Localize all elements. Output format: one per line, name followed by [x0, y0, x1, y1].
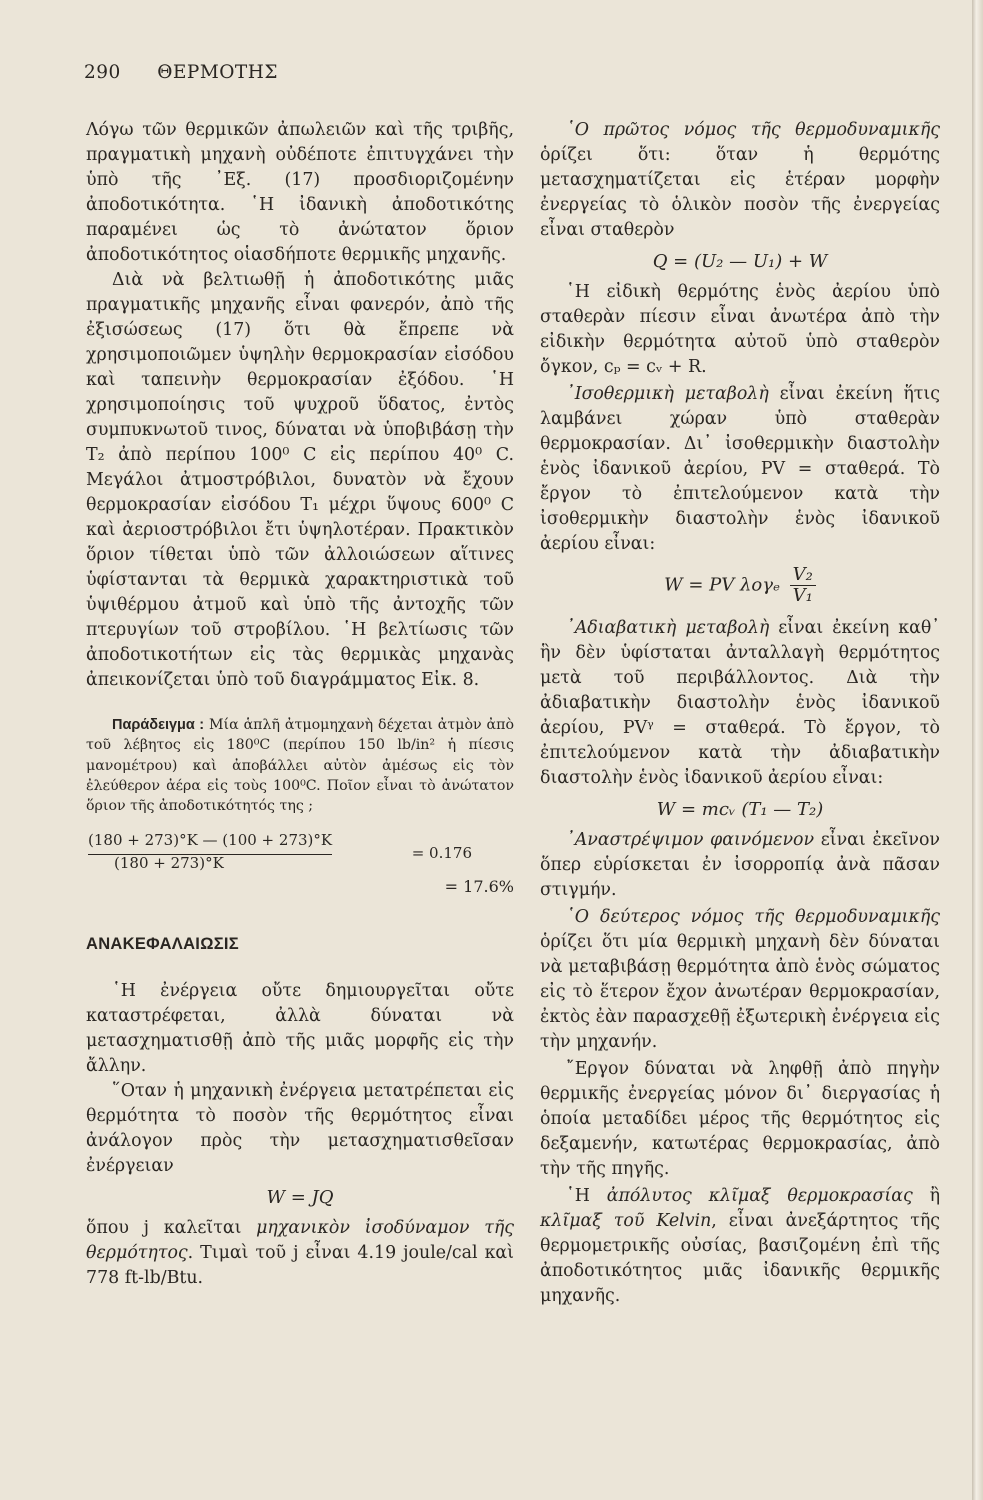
paragraph [540, 905, 940, 1055]
text-run: εἶναι ἐκεῖνον ὅπερ εὑρίσκεται ἐν ἰσορροπίᾳ ἀνὰ πᾶσαν στιγμήν. [540, 830, 940, 900]
emphasis: ἀπόλυτος κλῖμαξ θερμοκρασίας [606, 1186, 913, 1206]
page-number: 290 [84, 62, 121, 83]
emphasis: κλῖμαξ τοῦ Kelvin [540, 1211, 712, 1231]
paragraph [540, 118, 940, 243]
paragraph: Λόγω τῶν θερμικῶν ἀπωλειῶν καὶ τῆς τριβῆς, πραγματικὴ μηχανὴ οὐδέποτε ἐπιτυγχάνει τὴν ὑπὸ τῆς ᾿Εξ. (17) προσδιοριζομένην ἀποδοτικότητα. ῾Η ἰδανικὴ ἀποδοτικότης παραμένει ὡς τὸ ἀνώτατον ὅριον ἀποδοτικότητος οἱασδήποτε θερμικῆς μηχανῆς. [86, 120, 514, 265]
example-paragraph [86, 715, 514, 816]
emphasis: ῾Ο δεύτερος νόμος τῆς θερμοδυναμικῆς [566, 907, 940, 927]
equation-first-law: Q = (U₂ — U₁) + W [652, 251, 828, 272]
text-run: ἢ [912, 1186, 940, 1206]
running-title: ΘΕΡΜΟΤΗΣ [157, 62, 278, 83]
text-run: ὁρίζει ὅτι μία θερμικὴ μηχανὴ δὲν δύναται νὰ μεταβιβάσῃ θερμότητα ἀπὸ ἑνὸς σώματος εἰς τὸ ἕτερον ἔχον ἀνωτέραν θερμοκρασίαν, ἐκτὸς ἐὰν παρασχεθῇ ἐξωτερικὴ ἐνέργεια εἰς τὴν μηχανήν. [540, 932, 940, 1052]
fraction-percent: = 17.6% [444, 877, 514, 897]
example-text: Μία ἁπλῆ ἀτμομηχανὴ δέχεται ἀτμὸν ἀπὸ τοῦ λέβητος εἰς 180⁰C (περίπου 150 lb/in² ἡ πίεσις μανομέτρου) καὶ ἀποβάλλει αὐτὸν ἀμέσως εἰς τὸν ἐλεύθερον ἀέρα εἰς τοὺς 100⁰C. Ποῖον εἶναι τὸ ἀνώτατον ὅριον τῆς ἀποδοτικότητός της ; [86, 717, 514, 815]
page-edge [972, 0, 983, 1500]
paragraph: ῾Η εἰδικὴ θερμότης ἑνὸς ἀερίου ὑπὸ σταθερὰν πίεσιν εἶναι ἀνωτέρα ἀπὸ τὴν εἰδικὴν θερμότητα αὐτοῦ ὑπὸ σταθερὸν ὄγκον, cₚ = cᵥ + R. [540, 282, 940, 377]
fraction-numerator: (180 + 273)°K — (100 + 273)°K [88, 828, 332, 855]
summary-heading: ΑΝΑΚΕΦΑΛΑΙΩΣΙΣ [86, 935, 240, 954]
page-header [84, 62, 278, 83]
example-label: Παράδειγμα : [112, 717, 205, 733]
text-run: ῾Η [566, 1186, 607, 1206]
emphasis: ᾿Ισοθερμικὴ μεταβολὴ [566, 384, 769, 404]
text-run: εἶναι ἐκείνη καθ᾿ ἣν δὲν ὑφίσταται ἀνταλλαγὴ θερμότητος μετὰ τοῦ περιβάλλοντος. Διὰ τὴν ἀδιαβατικὴν διαστολὴν ἑνὸς ἰδανικοῦ ἀερίου, PVᵞ = σταθερά. Τὸ ἔργον, τὸ ἐπιτελούμενον κατὰ τὴν ἀδιαβατικὴν διαστολὴν ἑνὸς ἰδανικοῦ ἀερίου εἶναι: [540, 618, 940, 788]
left-column [86, 118, 514, 1291]
text-run: εἶναι ἐκείνη ἥτις λαμβάνει χώραν ὑπὸ σταθερὰν θερμοκρασίαν. Δι᾿ ἰσοθερμικὴν διαστολὴν ἑνὸς ἰδανικοῦ ἀερίου, PV = σταθερά. Τὸ ἔργον τὸ ἐπιτελούμενον κατὰ τὴν ἰσοθερμικὴν διαστολὴν ἑνὸς ἰδανικοῦ ἀερίου εἶναι: [540, 384, 940, 554]
efficiency-calculation [86, 828, 514, 906]
paragraph [86, 1216, 514, 1291]
paragraph: ῾Η ἐνέργεια οὔτε δημιουργεῖται οὔτε καταστρέφεται, ἀλλὰ δύναται νὰ μετασχηματισθῇ ἀπὸ τῆς μιᾶς μορφῆς εἰς τὴν ἄλλην. [86, 981, 514, 1077]
equation-w-jq: W = JQ [266, 1187, 334, 1209]
emphasis: ᾿Αναστρέψιμον φαινόμενον [566, 830, 815, 850]
ratio-denominator: V₁ [792, 585, 813, 606]
paragraph [540, 382, 940, 557]
paragraph [540, 616, 940, 791]
text-run: ὅπου j καλεῖται [86, 1218, 257, 1239]
text-run: . Τιμαὶ τοῦ j εἶναι 4.19 joule/cal καὶ 778 ft-lb/Btu. [86, 1243, 514, 1289]
fraction-value: = 0.176 [411, 844, 472, 863]
equation-adiabatic-work: W = mcᵥ (T₁ — T₂) [656, 799, 824, 820]
paragraph: Διὰ νὰ βελτιωθῇ ἡ ἀποδοτικότης μιᾶς πραγματικῆς μηχανῆς εἶναι φανερόν, ἀπὸ τῆς ἐξισώσεως (17) ὅτι θὰ ἔπρεπε νὰ χρησιμοποιῶμεν ὑψηλὴν θερμοκρασίαν εἰσόδου καὶ ταπεινὴν θερμοκρασίαν ἐξόδου. ῾Η χρησιμοποίησις τοῦ ψυχροῦ ὕδατος, ἐντὸς συμπυκνωτοῦ τινος, δύναται νὰ ὑποβιβάσῃ τὴν T₂ ἀπὸ περίπου 100⁰ C εἰς περίπου 40⁰ C. Μεγάλοι ἀτμοστρόβιλοι, δυνατὸν νὰ ἔχουν θερμοκρασίαν εἰσόδου T₁ μέχρι ὕψους 600⁰ C καὶ ἀεριοστρόβιλοι ἔτι ὑψηλοτέραν. Πρακτικὸν ὅριον τίθεται ὑπὸ τῶν ἀλλοιώσεων αἵτινες ὑφίστανται τὰ θερμικὰ χαρακτηριστικὰ τοῦ ὑψιθέρμου ἀτμοῦ καὶ ὑπὸ τῆς ἀντοχῆς τῶν πτερυγίων τοῦ στροβίλου. ῾Η βελτίωσις τῶν ἀποδοτικοτήτων εἰς τὰς θερμικὰς μηχανὰς ἀπεικονίζεται ὑπὸ τοῦ διαγράμματος Εἰκ. 8. [86, 270, 514, 690]
emphasis: μηχανικὸν ἰσοδύναμον τῆς θερμότητος [86, 1218, 514, 1264]
equation-isothermal-work [540, 565, 940, 606]
paragraph: ῞Οταν ἡ μηχανικὴ ἐνέργεια μετατρέπεται εἰς θερμότητα τὸ ποσὸν τῆς θερμότητος εἶναι ἀνάλογον πρὸς τὴν μετασχηματισθεῖσαν ἐνέργειαν [86, 1081, 514, 1177]
paragraph: ῎Εργον δύναται νὰ ληφθῇ ἀπὸ πηγὴν θερμικῆς ἐνεργείας μόνον δι᾿ διεργασίας ἡ ὁποία μεταδίδει μέρος τῆς θερμότητος εἰς δεξαμενήν, κατωτέρας θερμοκρασίας, ἀπὸ τὴν τῆς πηγῆς. [540, 1059, 940, 1179]
paragraph [540, 828, 940, 903]
emphasis: ῾Ο πρῶτος νόμος τῆς θερμοδυναμικῆς [566, 120, 940, 140]
fraction-denominator: (180 + 273)°K [114, 854, 224, 873]
right-column [540, 118, 940, 1309]
text-run: ὁρίζει ὅτι: ὅταν ἡ θερμότης μετασχηματίζεται εἰς ἑτέραν μορφὴν ἐνεργείας τὸ ὁλικὸν ποσὸν τῆς ἐνεργείας εἶναι σταθερὸν [540, 145, 940, 240]
volume-ratio [790, 565, 816, 606]
paragraph [540, 1184, 940, 1309]
emphasis: ᾿Αδιαβατικὴ μεταβολὴ [566, 618, 770, 638]
ratio-numerator: V₂ [790, 565, 816, 586]
equation-lhs: W = PV λογₑ [664, 574, 780, 596]
text-run: , εἶναι ἀνεξάρτητος τῆς θερμομετρικῆς οὐσίας, βασιζομένη ἐπὶ τῆς ἀποδοτικότητος μιᾶς ἰδανικῆς θερμικῆς μηχανῆς. [540, 1211, 940, 1306]
